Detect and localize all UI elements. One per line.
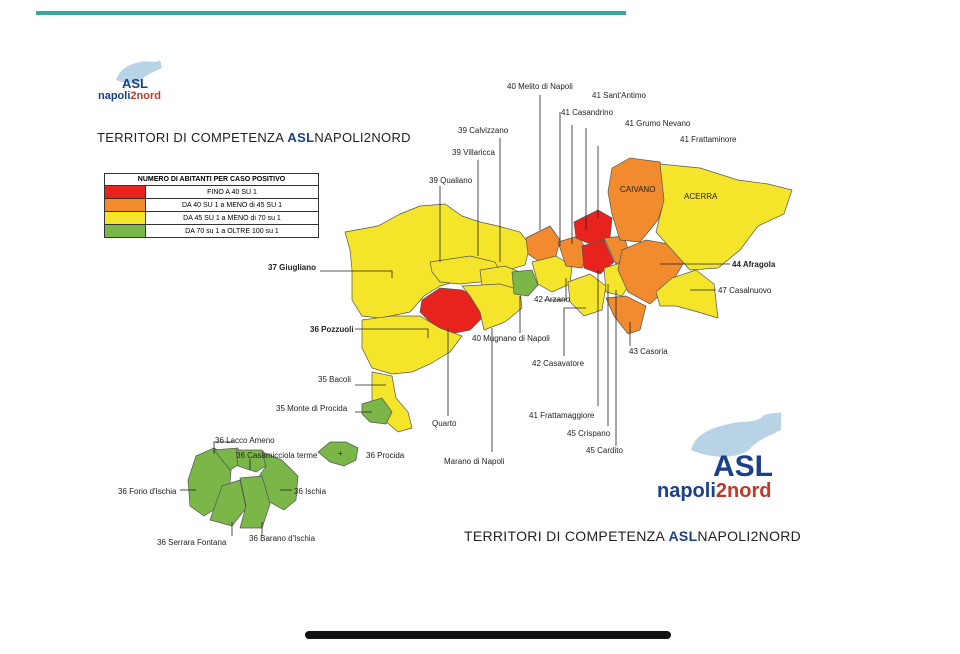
page-title: TERRITORI DI COMPETENZA ASLNAPOLI2NORD	[97, 130, 411, 145]
label-ischia: 36 Ischia	[294, 487, 327, 496]
asl-logo-large	[655, 410, 785, 505]
page-subtitle: TERRITORI DI COMPETENZA ASLNAPOLI2NORD	[464, 528, 802, 544]
label-monte-procida: 35 Monte di Procida	[276, 404, 348, 413]
label-casoria: 43 Casoria	[629, 347, 668, 356]
legend-label: DA 70 su 1 a OLTRE 100 su 1	[185, 227, 279, 235]
procida-marker-icon: +	[338, 449, 343, 458]
logo-asl-text: ASL	[713, 450, 773, 483]
label-cardito: 45 Cardito	[586, 446, 623, 455]
region-casavatore[interactable]	[568, 274, 606, 316]
legend-label: FINO A 40 SU 1	[207, 188, 257, 196]
region-acerra[interactable]	[656, 164, 792, 270]
label-frattaminore: 41 Frattaminore	[680, 135, 737, 144]
label-bacoli: 35 Bacoli	[318, 375, 351, 384]
label-afragola: 44 Afragola	[732, 260, 776, 269]
label-calvizzano: 39 Calvizzano	[458, 126, 509, 135]
label-acerra: ACERRA	[684, 192, 718, 201]
logo-asl-text: ASL	[122, 76, 148, 91]
legend-label: DA 45 SU 1 a MENO di 70 su 1	[183, 214, 281, 222]
label-giugliano: 37 Giugliano	[268, 263, 317, 272]
label-melito: 40 Melito di Napoli	[507, 82, 573, 91]
label-mugnano: 40 Mugnano di Napoli	[472, 334, 550, 343]
label-grumo: 41 Grumo Nevano	[625, 119, 691, 128]
legend-label: DA 40 SU 1 a MENO di 45 SU 1	[182, 201, 282, 209]
home-indicator-bar[interactable]	[305, 631, 671, 639]
label-casalnuovo: 47 Casalnuovo	[718, 286, 772, 295]
label-santantimo: 41 Sant'Antimo	[592, 91, 647, 100]
label-quarto: Quarto	[432, 419, 457, 428]
logo-brand-text: napoli2nord	[98, 90, 161, 102]
leader-line	[564, 308, 586, 356]
label-pozzuoli: 36 Pozzuoli	[310, 325, 354, 334]
label-arzano: 42 Arzano	[534, 295, 571, 304]
label-serrara: 36 Serrara Fontana	[157, 538, 227, 547]
label-caivano: CAIVANO	[620, 185, 656, 194]
label-frattamaggiore: 41 Frattamaggiore	[529, 411, 595, 420]
label-qualiano: 39 Qualiano	[429, 176, 473, 185]
label-barano: 36 Barano d'Ischia	[249, 534, 316, 543]
label-casamicciola: 36 Casamicciola terme	[236, 451, 318, 460]
legend-title: NUMERO DI ABITANTI PER CASO POSITIVO	[105, 174, 318, 186]
region-casoria[interactable]	[606, 296, 646, 334]
label-procida: 36 Procida	[366, 451, 405, 460]
label-forio: 36 Forio d'Ischia	[118, 487, 177, 496]
label-crispano: 45 Crispano	[567, 429, 611, 438]
label-casandrino: 41 Casandrino	[561, 108, 614, 117]
logo-brand-text: napoli2nord	[657, 480, 772, 502]
label-casavatore: 42 Casavatore	[532, 359, 585, 368]
label-marano: Marano di Napoli	[444, 457, 505, 466]
region-mugnano[interactable]	[512, 270, 538, 296]
label-villaricca: 39 Villaricca	[452, 148, 495, 157]
label-lacco-ameno: 36 Lacco Ameno	[215, 436, 275, 445]
